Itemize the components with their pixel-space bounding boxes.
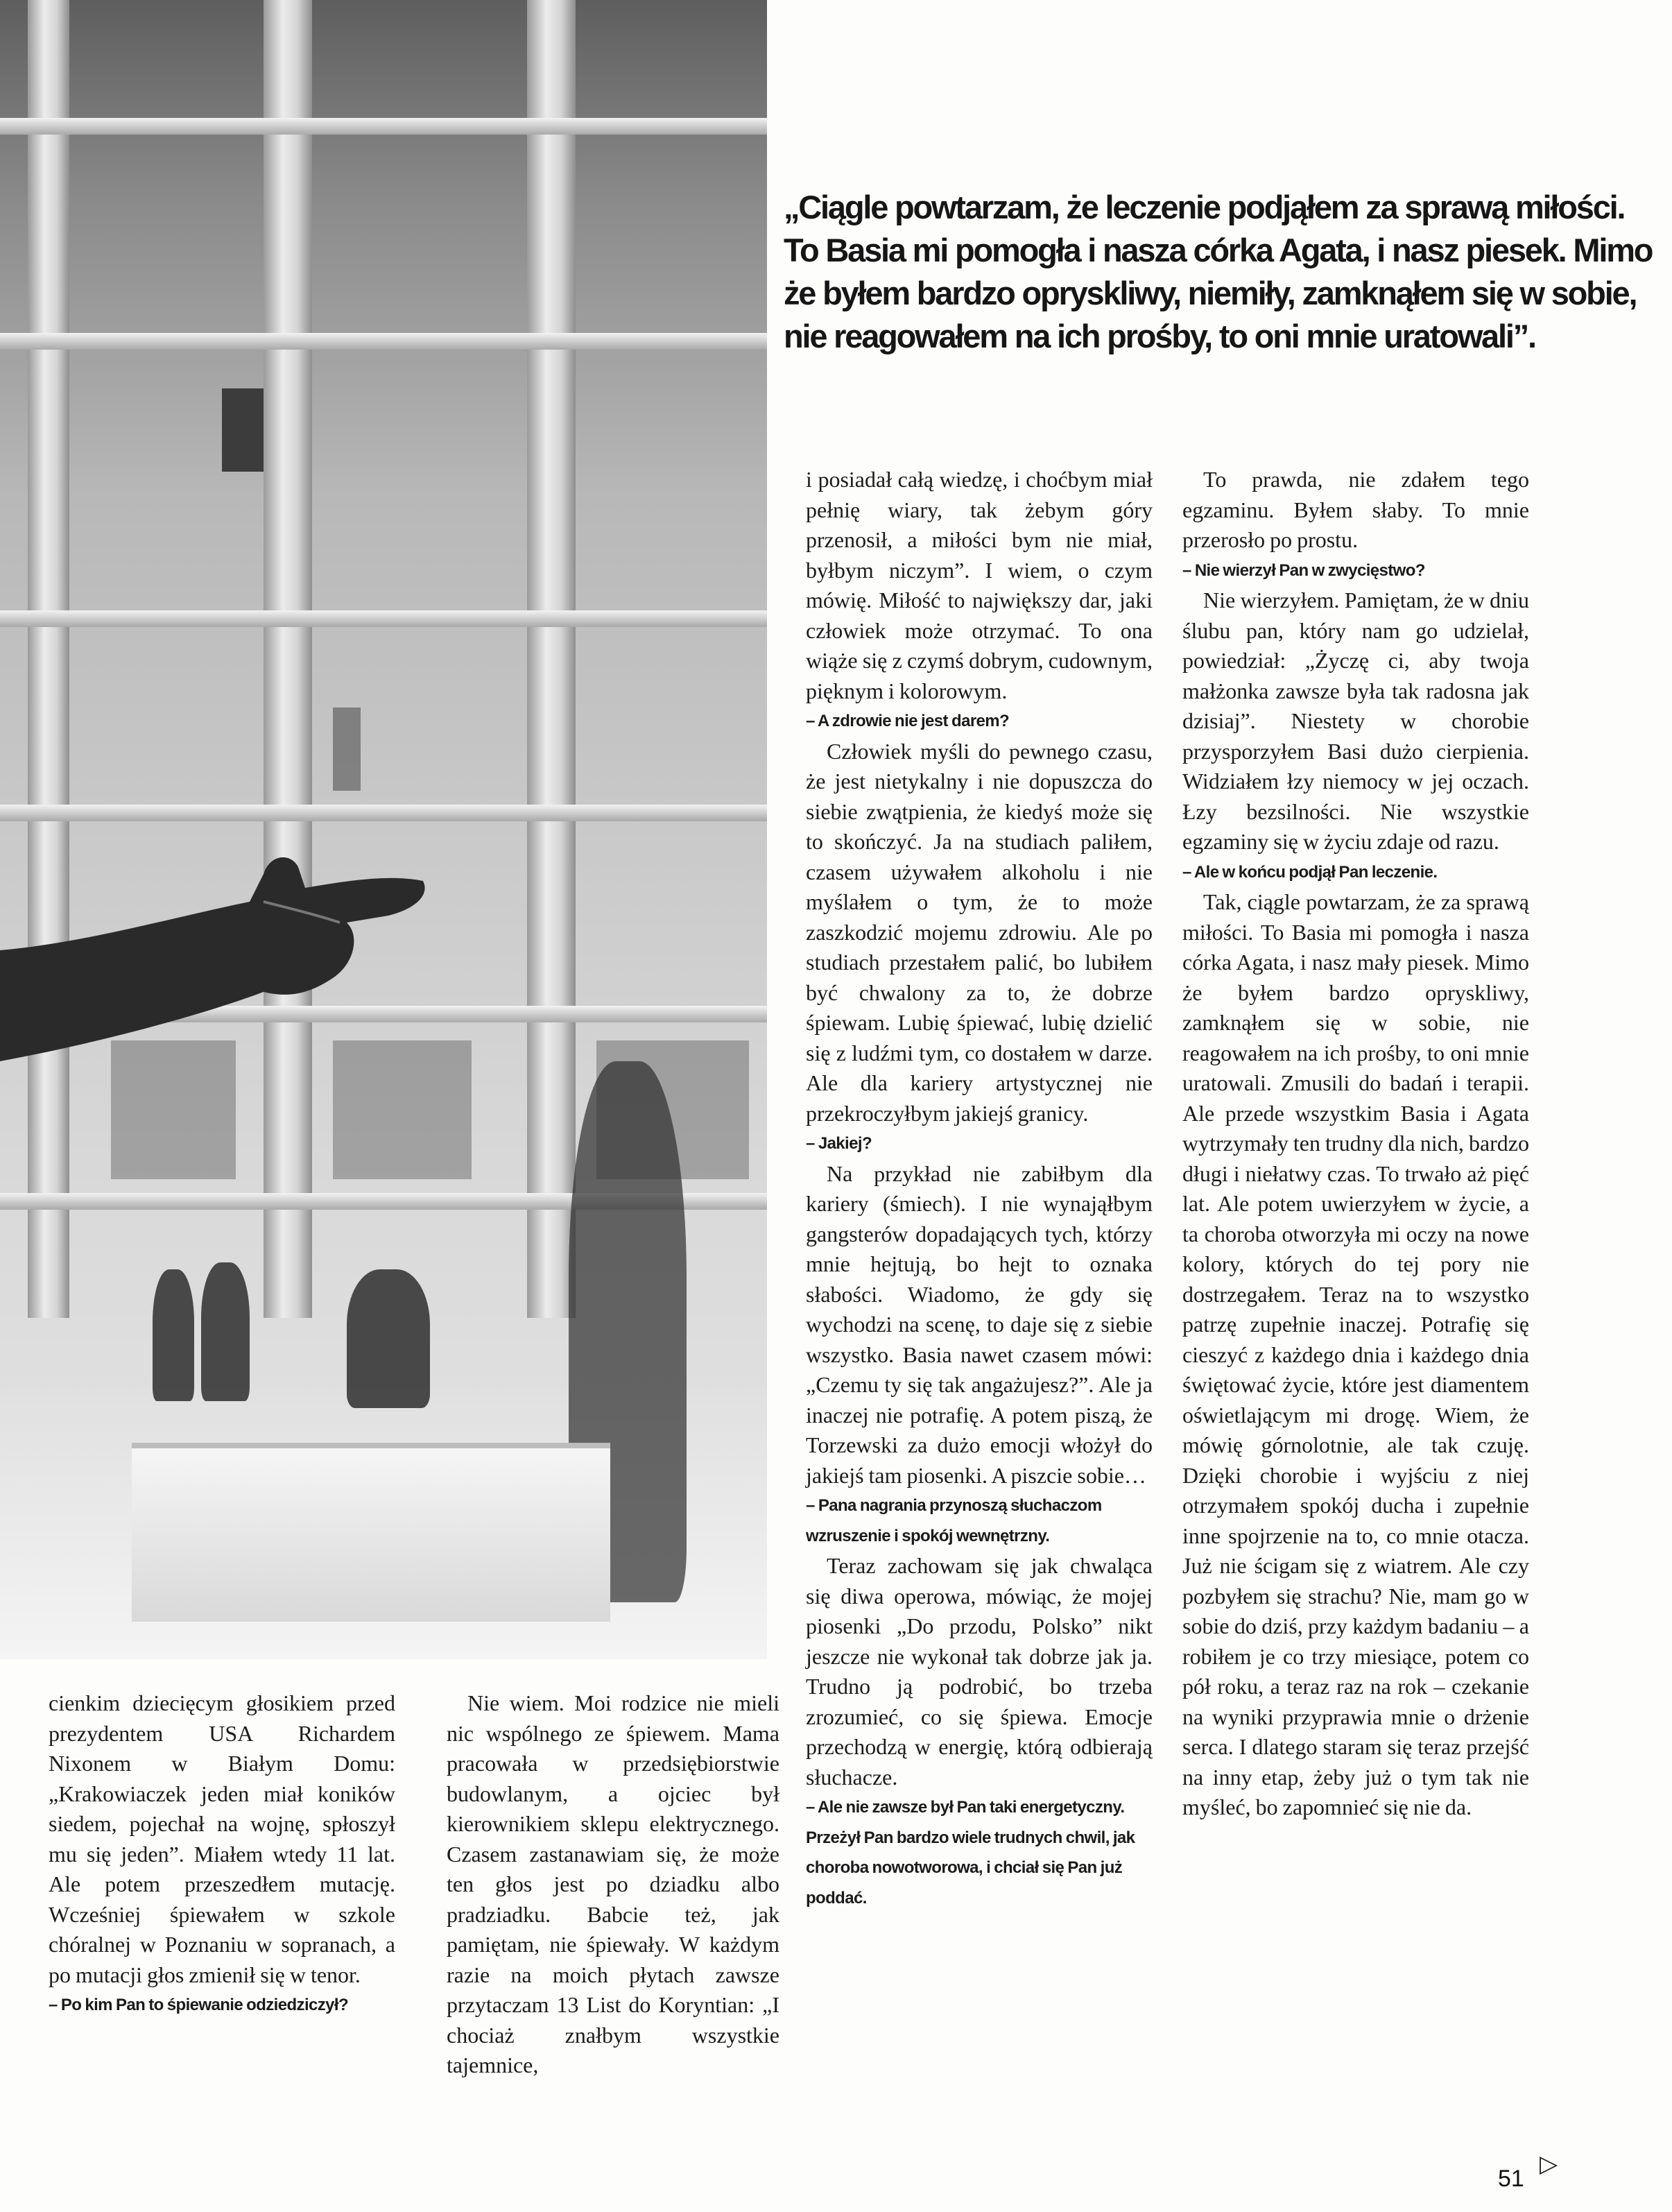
pointing-hand-image: [0, 812, 430, 1075]
body-paragraph: Tak, ciągle powtarzam, że za sprawą miłości. To Basia mi pomogła i nasza córka Agata, i nasz mały piesek. Mimo że byłem bardzo opryskliwy, zamknąłem się w sobie, nie reagowałem na ich prośby, to oni mnie uratowali. Zmusili do badań i terapii. Ale przede wszystkim Basia i Agata wytrzymały ten trudny dla nich, bardzo długi i niełatwy czas. To trwało aż pięć lat. Ale potem uwierzyłem w życie, a ta choroba otworzyła mi oczy na nowe kolory, których do tej pory nie dostrzegałem. Teraz na to wszystko patrzę zupełnie inaczej. Potrafię się cieszyć z każdego dnia i każdego dnia świętować życie, które jest diamentem oświetlającym mi drogę. Wiem, że mówię górnolotnie, ale tak czuję. Dzięki chorobie i wyjściu z niej otrzymałem spokój ducha i zupełnie inne spojrzenie na to, co mnie otacza. Już nie ścigam się z wiatrem. Ale czy pozbyłem się strachu? Nie, mam go w sobie do dziś, przy każdym badaniu – a robiłem je co trzy miesiące, potem co pół roku, a teraz raz na rok – czekanie na wyniki przyprawia mnie o drżenie serca. I dlatego staram się teraz przejść na inny etap, żeby już o tym tak nie myśleć, bo zapomnieć się nie da.: [1182, 889, 1529, 1819]
continue-arrow-icon: ▷: [1540, 2150, 1558, 2178]
body-paragraph: Człowiek myśli do pewnego czasu, że jest nietykalny i nie dopuszcza do siebie zwątpienia, że kiedyś może się to skończyć. Ja na studiach paliłem, czasem używałem alkoholu i nie myślałem o tym, że to może zaszkodzić mojemu zdrowiu. Ale po studiach przestałem palić, bo lubiłem być chwalony za to, że dobrze śpiewam. Lubię śpiewać, lubię dzielić się z ludźmi tym, co dostałem w darze. Ale dla kariery artystycznej nie przekroczyłbym jakiejś granicy.: [806, 738, 1153, 1126]
pull-quote-line: nie reagowałem na ich prośby, to oni mnie uratowali”.: [784, 318, 1535, 354]
body-paragraph: Teraz zachowam się jak chwaląca się diwa operowa, mówiąc, że mojej piosenki „Do przodu, Polsko” nikt jeszcze nie wykonał tak dobrze jak ja. Trudno ją podrobić, bo trzeba zrozumieć, co się śpiewa. Emocje przechodzą w energię, którą odbierają słuchacze.: [806, 1553, 1153, 1790]
text-column-3: [806, 465, 1153, 1913]
interview-question: – Nie wierzył Pan w zwycięstwo?: [1182, 560, 1425, 580]
interview-question: – Pana nagrania przynoszą słuchaczom wzruszenie i spokój wewnętrzny.: [806, 1496, 1102, 1545]
body-paragraph: To prawda, nie zdałem tego egzaminu. Byłem słaby. To mnie przerosło po prostu.: [1182, 467, 1529, 552]
pull-quote-line: że byłem bardzo opryskliwy, niemiły, zamknąłem się w sobie,: [784, 275, 1637, 311]
body-paragraph: Na przykład nie zabiłbym dla kariery (śmiech). I nie wynająłbym gangsterów dopadających tych, którzy mnie hejtują, bo hejt to oznaka słabości. Wiadomo, że gdy się wychodzi na scenę, to daje się z siebie wszystko. Basia nawet czasem mówi: „Czemu ty się tak angażujesz?”. Ale ja inaczej nie potrafię. A potem piszą, że Torzewski za dużo emocji włożył do jakiejś tam piosenki. A piszcie sobie…: [806, 1160, 1153, 1488]
text-column-1: [49, 1688, 395, 2021]
interview-question: – Ale w końcu podjął Pan leczenie.: [1182, 862, 1438, 882]
pull-quote-line: To Basia mi pomogła i nasza córka Agata, i nasz piesek. Mimo: [784, 232, 1653, 268]
body-paragraph: Nie wiem. Moi rodzice nie mieli nic wspólnego ze śpiewem. Mama pracowała w przedsiębiorstwie budowlanym, a ojciec był kierownikiem sklepu elektrycznego. Czasem zastanawiam się, że może ten głos jest po dziadku albo pradziadku. Babcie też, jak pamiętam, nie śpiewały. W każdym razie na moich płytach zawsze przytaczam 13 List do Koryntian: „I chociaż znałbym wszystkie tajemnice,: [447, 1690, 779, 2077]
article-photo: [0, 0, 767, 1659]
interview-question: – Po kim Pan to śpiewanie odziedziczył?: [49, 1996, 349, 2014]
pull-quote-line: „Ciągle powtarzam, że leczenie podjąłem za sprawą miłości.: [784, 189, 1625, 225]
text-column-4: [1182, 465, 1529, 1823]
page-number: 51: [1498, 2166, 1524, 2192]
body-paragraph: i posiadał całą wiedzę, i choćbym miał pełnię wiary, tak żebym góry przenosił, a miłości bym nie miał, byłbym niczym”. I wiem, o czym mówię. Miłość to największy dar, jaki człowiek może otrzymać. To ona wiąże się z czymś dobrym, cudownym, pięknym i kolorowym.: [806, 467, 1153, 703]
interview-question: – A zdrowie nie jest darem?: [806, 712, 1010, 730]
body-paragraph: cienkim dziecięcym głosikiem przed prezydentem USA Richardem Nixonem w Białym Domu: „Krakowiaczek jeden miał koników siedem, pojechał na wojnę, spłoszył mu się jeden”. Miałem wtedy 11 lat. Ale potem przeszedłem mutację. Wcześniej śpiewałem w szkole chóralnej w Poznaniu w sopranach, a po mutacji głos zmienił się w tenor.: [49, 1690, 395, 1987]
interview-question: – Ale nie zawsze był Pan taki energetyczny. Przeżył Pan bardzo wiele trudnych chwil, jak choroba nowotworowa, i chciał się Pan już poddać.: [806, 1798, 1135, 1907]
pull-quote: [784, 186, 1653, 358]
body-paragraph: Nie wierzyłem. Pamiętam, że w dniu ślubu pan, który nam go udzielał, powiedział: „Życzę ci, aby twoja małżonka zawsze była tak radosna jak dzisiaj”. Niestety w chorobie przysporzyłem Basi dużo cierpienia. Widziałem łzy niemocy w jej oczach. Łzy bezsilności. Nie wszystkie egzaminy się w życiu zdaje od razu.: [1182, 588, 1529, 854]
interview-question: – Jakiej?: [806, 1134, 872, 1153]
text-column-2: [447, 1688, 779, 2081]
